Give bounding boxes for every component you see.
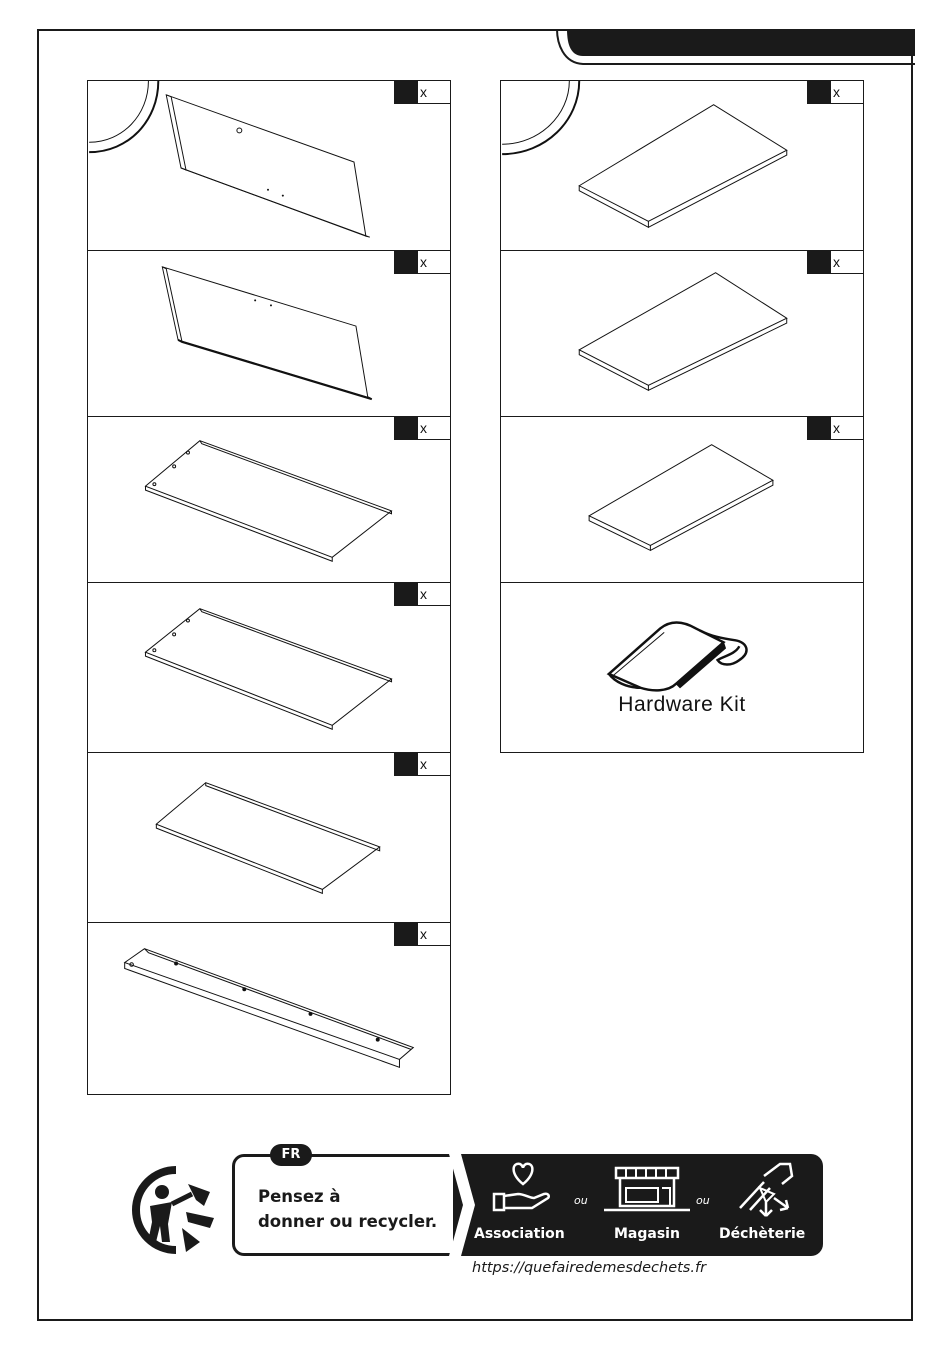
quantity-box	[394, 753, 450, 776]
header-tab	[555, 29, 915, 66]
quantity-blank	[808, 417, 831, 439]
board-c-drawing	[501, 417, 863, 582]
side-panel-a-drawing	[88, 81, 450, 250]
option-magasin: Magasin	[614, 1226, 680, 1242]
quantity-suffix: x	[420, 254, 427, 270]
quantity-suffix: x	[420, 420, 427, 436]
country-badge: FR	[270, 1144, 312, 1166]
part-cell-board-c	[500, 416, 864, 583]
quantity-box	[394, 417, 450, 440]
hardware-kit-label: Hardware Kit	[618, 693, 746, 716]
quantity-box	[394, 251, 450, 274]
quantity-blank	[395, 251, 418, 273]
quantity-suffix: x	[420, 586, 427, 602]
quantity-blank	[395, 417, 418, 439]
quantity-blank	[395, 583, 418, 605]
part-cell-shelf-flanged-a	[87, 416, 451, 583]
part-cell-side-panel-b	[87, 250, 451, 417]
recycling-message	[258, 1184, 437, 1234]
quantity-suffix: x	[420, 756, 427, 772]
part-cell-board-a	[500, 80, 864, 251]
shelf-flat-drawing	[88, 753, 450, 922]
part-cell-shelf-flat	[87, 752, 451, 923]
waste-disposal-icon	[730, 1158, 800, 1218]
separator-ou-2: ou	[696, 1194, 710, 1207]
quantity-box	[394, 583, 450, 606]
triman-recycle-icon	[128, 1162, 224, 1258]
recycling-message-line-1: Pensez à	[258, 1187, 341, 1206]
quantity-box	[394, 923, 450, 946]
hardware-bag-icon	[501, 583, 863, 752]
shelf-flanged-b-drawing	[88, 583, 450, 752]
shop-icon	[604, 1158, 690, 1222]
quantity-suffix: x	[833, 420, 840, 436]
rail-drawing	[88, 923, 450, 1094]
quantity-box	[394, 81, 450, 104]
quantity-blank	[395, 923, 418, 945]
quantity-suffix: x	[833, 84, 840, 100]
quantity-box	[807, 81, 863, 104]
side-panel-b-drawing	[88, 251, 450, 416]
shelf-flanged-a-drawing	[88, 417, 450, 582]
quantity-blank	[808, 251, 831, 273]
arrow-notch	[449, 1154, 475, 1256]
quantity-box	[807, 251, 863, 274]
option-association: Association	[474, 1226, 565, 1242]
recycling-banner	[120, 1144, 830, 1284]
option-decheterie: Déchèterie	[719, 1226, 806, 1242]
board-b-drawing	[501, 251, 863, 416]
separator-ou-1: ou	[574, 1194, 588, 1207]
quantity-blank	[808, 81, 831, 103]
part-cell-side-panel-a	[87, 80, 451, 251]
quantity-blank	[395, 81, 418, 103]
quantity-suffix: x	[420, 84, 427, 100]
quantity-blank	[395, 753, 418, 775]
part-cell-board-b	[500, 250, 864, 417]
part-cell-shelf-flanged-b	[87, 582, 451, 753]
recycling-message-line-2: donner ou recycler.	[258, 1212, 438, 1231]
part-cell-rail	[87, 922, 451, 1095]
quantity-suffix: x	[833, 254, 840, 270]
recycling-url[interactable]: https://quefairedemesdechets.fr	[472, 1260, 707, 1276]
quantity-box	[807, 417, 863, 440]
quantity-suffix: x	[420, 926, 427, 942]
part-cell-hardware-kit	[500, 582, 864, 753]
heart-hand-icon	[490, 1158, 556, 1214]
board-a-drawing	[501, 81, 863, 250]
